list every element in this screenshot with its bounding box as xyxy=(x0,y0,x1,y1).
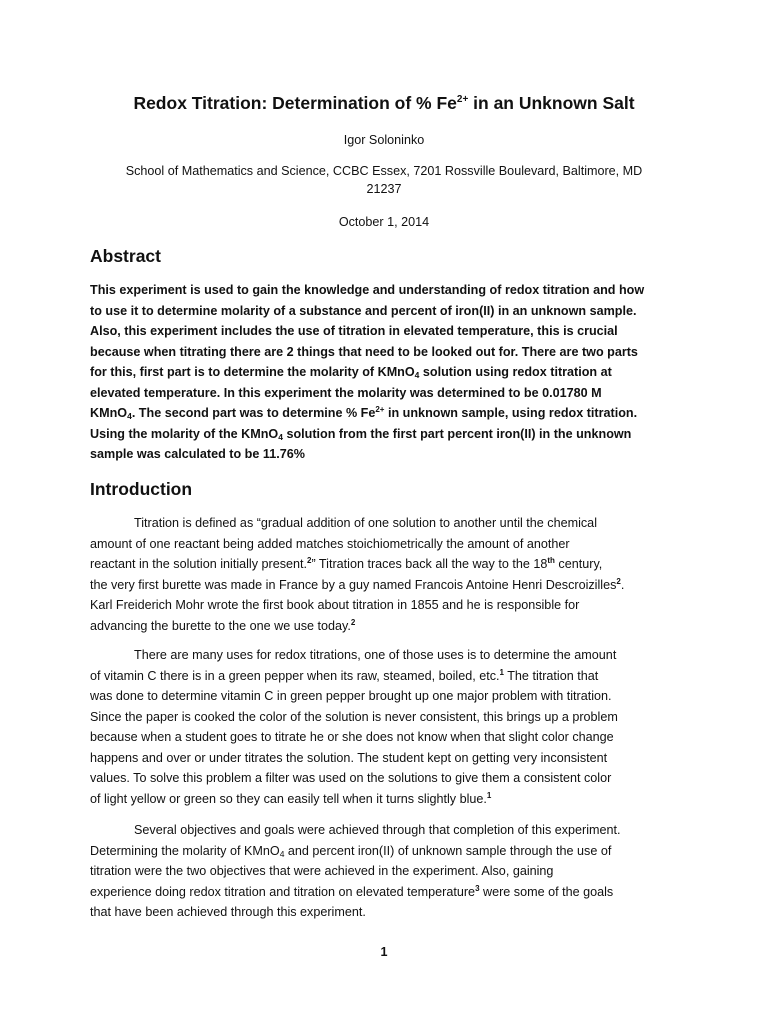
text-run: Several objectives and goals were achieved through that completion of this experiment. xyxy=(134,823,621,837)
paper-title xyxy=(0,92,768,114)
text-line xyxy=(90,616,679,637)
superscript: 2 xyxy=(616,576,621,586)
title-superscript: 2+ xyxy=(456,94,469,105)
text-run: were some of the goals xyxy=(479,884,614,899)
text-run: advancing the burette to the one we use today. xyxy=(90,618,351,633)
text-run: that have been achieved through this experiment. xyxy=(90,905,366,919)
superscript: 1 xyxy=(499,667,504,677)
text-line xyxy=(90,882,679,903)
text-line xyxy=(90,666,679,687)
text-line xyxy=(90,444,679,465)
text-line xyxy=(90,424,679,445)
text-run: of vitamin C there is in a green pepper when its raw, steamed, boiled, etc. xyxy=(90,668,500,683)
page-number: 1 xyxy=(380,945,388,959)
text-run: ” Titration traces back all the way to the 18 xyxy=(311,557,548,571)
text-run: values. To solve this problem a filter was used on the solutions to give them a consistent color xyxy=(90,771,612,785)
subscript: 4 xyxy=(414,370,420,380)
text-line xyxy=(90,513,679,534)
text-line xyxy=(90,748,679,769)
text-line xyxy=(90,554,679,575)
text-line xyxy=(90,403,679,424)
subscript: 4 xyxy=(279,848,285,859)
text-run: sample was calculated to be 11.76% xyxy=(90,447,305,461)
text-run: solution using redox titration at xyxy=(419,365,612,379)
text-run: experience doing redox titration and titration on elevated temperature xyxy=(90,884,476,899)
title-text: Redox Titration: Determination of % Fe xyxy=(133,93,457,113)
superscript: th xyxy=(547,556,555,565)
text-run: because when titrating there are 2 things that need to be looked out for. There are two parts xyxy=(90,344,638,359)
superscript: 3 xyxy=(475,883,480,893)
text-run: Karl Freiderich Mohr wrote the first book about titration in 1855 and he is responsible for xyxy=(90,598,580,612)
text-line xyxy=(90,362,679,383)
abstract-heading: Abstract xyxy=(90,246,161,266)
text-line xyxy=(90,707,679,728)
text-run: Determining the molarity of KMnO xyxy=(90,843,280,858)
title-tail: in an Unknown Salt xyxy=(468,93,635,113)
text-line xyxy=(90,534,679,555)
text-run: happens and over or under titrates the solution. The student kept on getting very inconsistent xyxy=(90,750,608,765)
text-run: solution from the first part percent iron(II) in the unknown xyxy=(282,426,632,441)
paper-date: October 1, 2014 xyxy=(338,215,430,229)
intro-paragraph-3 xyxy=(90,820,679,923)
intro-paragraph-1 xyxy=(90,513,679,636)
text-run: was done to determine vitamin C in green pepper brought up one major problem with titration. xyxy=(90,689,612,703)
text-run: of light yellow or green so they can easily tell when it turns slightly blue. xyxy=(90,791,487,806)
text-run: Titration is defined as “gradual addition of one solution to another until the chemical xyxy=(134,516,597,530)
subscript: 4 xyxy=(278,431,283,442)
text-run: The titration that xyxy=(503,668,599,683)
text-line xyxy=(90,280,679,301)
text-run: . The second part was to determine % Fe xyxy=(131,406,376,420)
text-line xyxy=(90,789,679,810)
text-line xyxy=(90,841,679,862)
superscript: 2 xyxy=(307,556,312,565)
text-run: KMnO xyxy=(90,406,128,420)
text-run: century, xyxy=(554,557,603,571)
text-run: There are many uses for redox titrations, one of those uses is to determine the amount xyxy=(134,648,617,662)
superscript: 2 xyxy=(350,617,356,627)
text-run: . xyxy=(620,577,625,592)
text-line xyxy=(90,575,679,596)
text-line xyxy=(90,321,679,342)
text-line xyxy=(90,902,679,923)
affiliation-line-1: School of Mathematics and Science, CCBC Essex, 7201 Rossville Boulevard, Baltimore, MD xyxy=(125,164,643,178)
text-line xyxy=(90,820,679,841)
intro-paragraph-2 xyxy=(90,645,679,809)
introduction-heading: Introduction xyxy=(90,479,193,499)
text-run: because when a student goes to titrate he or she does not know when that slight color change xyxy=(90,730,614,744)
text-run: and percent iron(II) of unknown sample through the use of xyxy=(284,843,612,858)
text-line xyxy=(90,768,679,789)
text-run: in unknown sample, using redox titration. xyxy=(384,406,638,420)
text-line xyxy=(90,383,679,404)
text-line xyxy=(90,595,679,616)
affiliation-line-2: 21237 xyxy=(366,182,402,196)
text-run: titration were the two objectives that were achieved in the experiment. Also, gaining xyxy=(90,864,554,878)
text-run: Since the paper is cooked the color of the solution is never consistent, this brings up a problem xyxy=(90,709,618,724)
text-run: to use it to determine molarity of a substance and percent of iron(II) in an unknown sample. xyxy=(90,303,637,318)
text-line xyxy=(90,645,679,666)
text-run: amount of one reactant being added matches stoichiometrically the amount of another xyxy=(90,536,570,551)
superscript: 2+ xyxy=(375,405,385,414)
text-line xyxy=(90,686,679,707)
author-name: Igor Soloninko xyxy=(343,133,425,147)
text-line xyxy=(90,342,679,363)
subscript: 4 xyxy=(127,411,132,421)
text-run: elevated temperature. In this experiment the molarity was determined to be 0.01780 M xyxy=(90,385,602,400)
text-line xyxy=(90,861,679,882)
text-run: reactant in the solution initially present. xyxy=(90,557,308,571)
text-run: for this, first part is to determine the molarity of KMnO xyxy=(90,365,415,379)
superscript: 1 xyxy=(486,790,492,800)
abstract-paragraph xyxy=(90,280,679,465)
text-run: This experiment is used to gain the knowledge and understanding of redox titration and how xyxy=(90,283,645,297)
text-line xyxy=(90,301,679,322)
text-run: the very first burette was made in France by a guy named Francois Antoine Henri Descroizilles xyxy=(90,577,617,592)
text-line xyxy=(90,727,679,748)
text-run: Also, this experiment includes the use of titration in elevated temperature, this is crucial xyxy=(90,324,618,338)
text-run: Using the molarity of the KMnO xyxy=(90,426,279,441)
